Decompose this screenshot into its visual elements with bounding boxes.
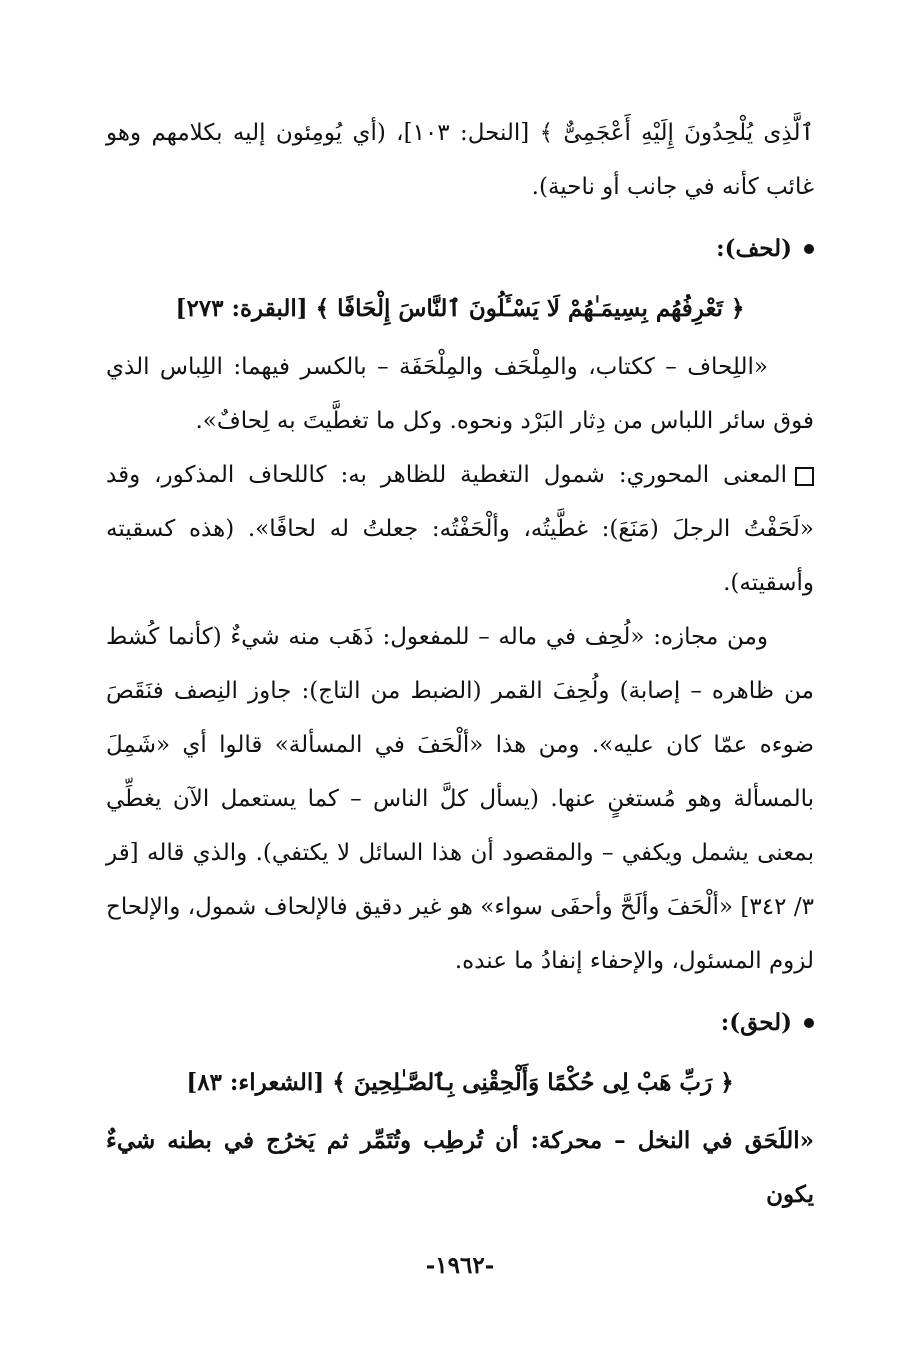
bullet-icon	[804, 1018, 814, 1028]
core-meaning-text: المعنى المحوري: شمول التغطية للظاهر به: كاللحاف المذكور، وقد «لَحَفْتُ الرجلَ (مَنَعَ): غطَّيتُه، وألْحَفْتُه: جعلتُ له لحافًا». (هذه كسقيته وأسقيته).	[106, 462, 814, 596]
quran-verse-shuara: ﴿ رَبِّ هَبْ لِى حُكْمًا وَأَلْحِقْنِى بِٱلصَّـٰلِحِينَ ﴾ [الشعراء: ٨٣]	[186, 1069, 734, 1096]
paragraph-figurative-usage: ومن مجازه: «لُحِف في ماله – للمفعول: ذَهَب منه شيءٌ (كأنما كُشط من ظاهره – إصابة) ولُحِفَ القمر (الضبط من التاج): جاوز النِصف فنَقَصَ ضوءه عمّا كان عليه». ومن هذا «ألْحَفَ في المسألة» قالوا أي «شَمِلَ بالمسألة وهو مُستغنٍ عنها. (يسأل كلَّ الناس – كما يستعمل الآن يغطِّي بمعنى يشمل ويكفي – والمقصود أن هذا السائل لا يكتفي). والذي قاله [قر ٣/ ٣٤٢] «ألْحَفَ وألَحَّ وأحفَى سواء» هو غير دقيق فالإلحاف شمول، والإلحاح لزوم المسئول، والإحفاء إنفادُ ما عنده.	[106, 624, 815, 974]
square-box-icon	[795, 467, 814, 486]
paragraph-core-meaning	[106, 448, 814, 610]
page-number: -١٩٦٢-	[425, 1252, 495, 1279]
entry-heading-lahaf-label: (لحف):	[716, 235, 792, 262]
page-body	[106, 106, 814, 1222]
paragraph-continuation: ٱلَّذِى يُلْحِدُونَ إِلَيْهِ أَعْجَمِىٌّ ﴾ [النحل: ١٠٣]، (أي يُومِئون إليه بكلامهم وهو غائب كأنه في جانب أو ناحية).	[106, 120, 814, 200]
entry-heading-lahaq-label: (لحق):	[720, 1009, 792, 1036]
paragraph-lexical-definition: «اللِحاف – ككتاب، والمِلْحَف والمِلْحَفَة – بالكسر فيهما: اللِباس الذي فوق سائر اللباس من دِثار البَرْد ونحوه. وكل ما تغطَّيتَ به لِحافٌ».	[106, 354, 814, 434]
entry-heading-lahaq	[106, 996, 814, 1050]
quran-verse-baqarah: ﴿ تَعْرِفُهُم بِسِيمَـٰهُمْ لَا يَسْـَٔلُونَ ٱلنَّاسَ إِلْحَافًا ﴾ [البقرة: ٢٧٣]	[175, 295, 745, 322]
bullet-icon	[804, 244, 814, 254]
entry-heading-lahaf	[106, 222, 814, 276]
paragraph-lahaq-definition: «اللَحَق في النخل – محركة: أن تُرطِب وتُتَمِّر ثم يَخرُج في بطنه شيءٌ يكون	[106, 1127, 814, 1208]
